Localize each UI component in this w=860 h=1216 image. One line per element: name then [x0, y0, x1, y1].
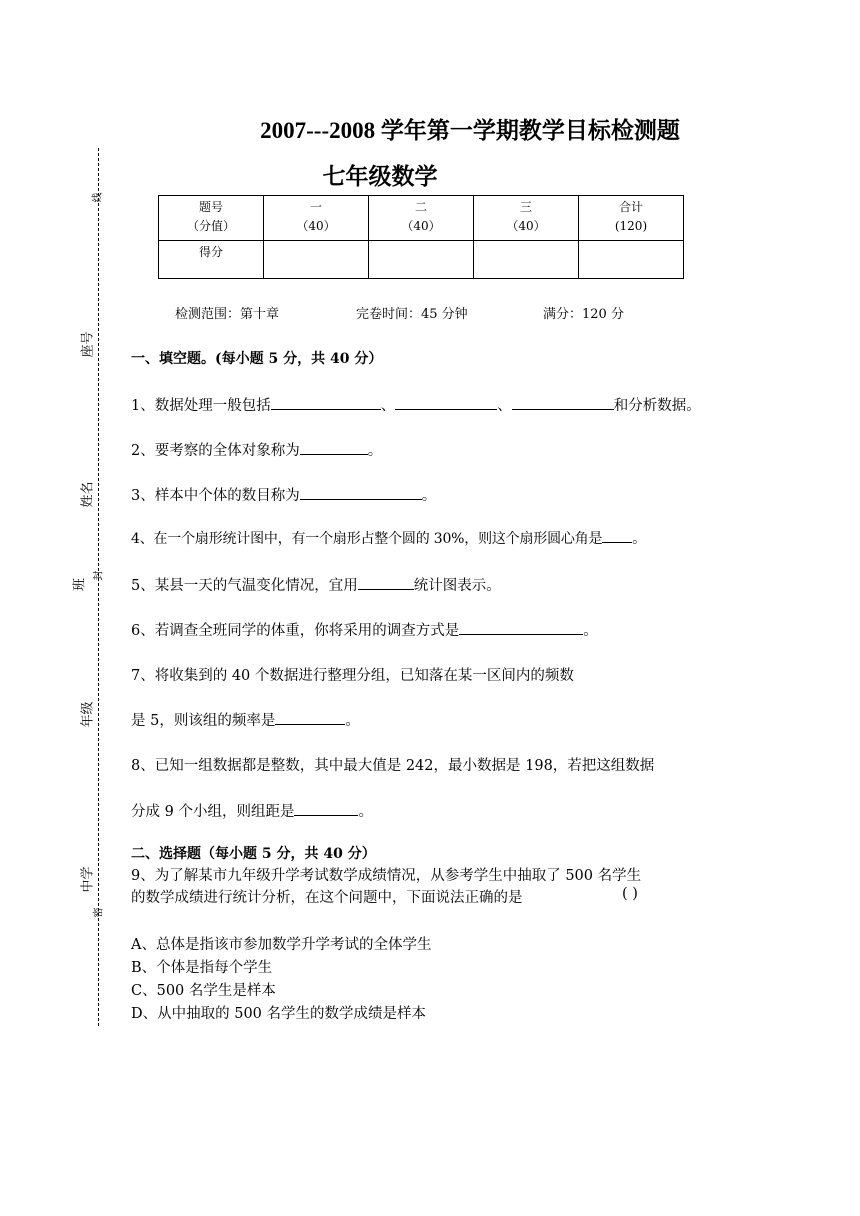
question-6: 6、若调查全班同学的体重，你将采用的调查方式是 。: [131, 619, 598, 640]
margin-grade-label: 年级: [80, 701, 96, 728]
info-scope: 检测范围：第十章: [175, 307, 280, 322]
answer-blank[interactable]: [300, 440, 368, 455]
score-row-label: 得分: [159, 241, 264, 279]
question-4: 4、在一个扇形统计图中，有一个扇形占整个圆的 30%，则这个扇形圆心角是 。: [131, 528, 646, 548]
answer-blank[interactable]: [602, 528, 632, 543]
question-8-continued: 分成 9 个小组，则组距是 。: [131, 800, 373, 821]
option-d[interactable]: D、从中抽取的 500 名学生的数学成绩是样本: [131, 1006, 427, 1022]
score-cell-total[interactable]: [579, 241, 684, 279]
section2-heading: 二、选择题（每小题 5 分，共 40 分）: [131, 846, 376, 862]
exam-title: 2007---2008 学年第一学期教学目标检测题: [260, 118, 680, 143]
answer-blank[interactable]: [275, 710, 345, 725]
option-b[interactable]: B、个体是指每个学生: [131, 960, 273, 976]
score-cell-3[interactable]: [474, 241, 579, 279]
question-3: 3、样本中个体的数目称为 。: [131, 484, 436, 505]
answer-blank[interactable]: [512, 395, 614, 410]
question-2: 2、要考察的全体对象称为 。: [131, 439, 382, 460]
margin-class-label: 班: [72, 578, 88, 592]
info-full-marks: 满分：120 分: [543, 307, 624, 322]
info-time: 完卷时间：45 分钟: [356, 307, 468, 322]
score-table: [158, 195, 684, 279]
score-cell-1[interactable]: [264, 241, 369, 279]
question-9: 9、为了解某市九年级升学考试数学成绩情况，从参考学生中抽取了 500 名学生: [131, 868, 642, 884]
answer-blank[interactable]: [271, 395, 381, 410]
answer-blank[interactable]: [294, 801, 358, 816]
score-table-header-cell: 二 （40）: [369, 196, 474, 241]
question-8: 8、已知一组数据都是整数，其中最大值是 242，最小数据是 198，若把这组数据: [131, 758, 655, 774]
score-table-header-cell: 一 （40）: [264, 196, 369, 241]
score-table-header-cell: 三 （40）: [474, 196, 579, 241]
question-1: 1、数据处理一般包括 、 、 和分析数据。: [131, 394, 701, 415]
question-7: 7、将收集到的 40 个数据进行整理分组，已知落在某一区间内的频数: [131, 668, 574, 684]
section1-heading: 一、填空题。(每小题 5 分，共 40 分）: [131, 351, 383, 367]
question-5: 5、某县一天的气温变化情况，宜用 统计图表示。: [131, 574, 501, 595]
score-table-header-row: [159, 196, 684, 241]
answer-blank[interactable]: [358, 575, 414, 590]
score-table-header-cell: 合计 (120): [579, 196, 684, 241]
answer-blank[interactable]: [459, 620, 583, 635]
exam-subtitle: 七年级数学: [322, 163, 438, 190]
margin-school-label: 中学: [80, 866, 96, 893]
margin-line-mark: 线: [92, 192, 104, 203]
score-table-score-row: [159, 241, 684, 279]
margin-name-label: 姓名: [80, 481, 96, 508]
score-table-header-cell: 题号 （分值）: [159, 196, 264, 241]
score-cell-2[interactable]: [369, 241, 474, 279]
option-c[interactable]: C、500 名学生是样本: [131, 983, 276, 999]
binding-dashed-line: [98, 148, 99, 1026]
question-7-continued: 是 5，则该组的频率是 。: [131, 709, 360, 730]
answer-blank[interactable]: [395, 395, 497, 410]
answer-bracket[interactable]: ( ): [622, 886, 638, 902]
answer-blank[interactable]: [300, 485, 422, 500]
margin-secret-mark: 密: [93, 907, 105, 918]
option-a[interactable]: A、总体是指该市参加数学升学考试的全体学生: [131, 937, 432, 953]
margin-seat-label: 座号: [80, 331, 96, 358]
margin-seal-mark: 封: [93, 570, 105, 581]
question-9-continued: 的数学成绩进行统计分析，在这个问题中，下面说法正确的是: [131, 890, 523, 906]
